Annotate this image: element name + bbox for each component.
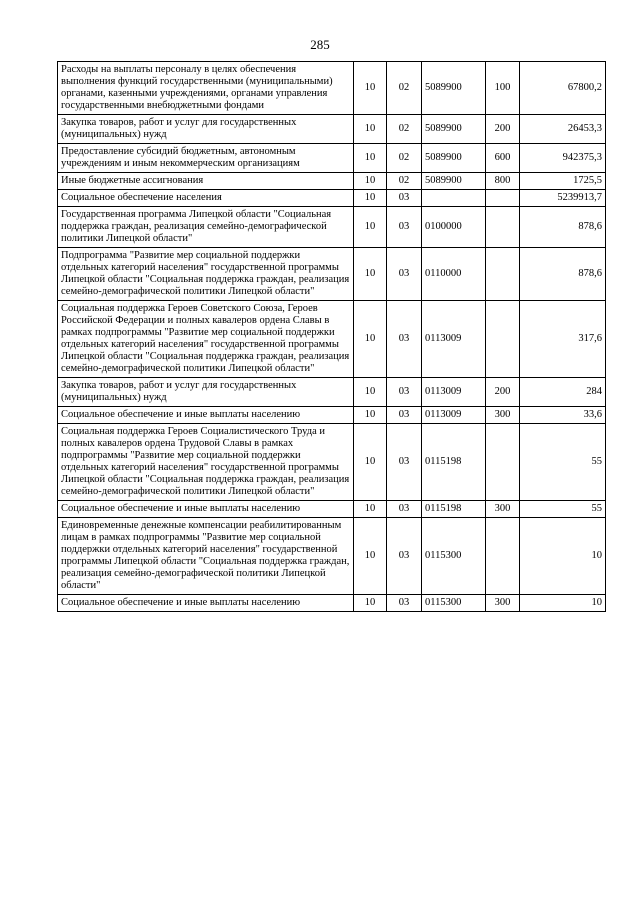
expense-type-cell: 600	[486, 144, 520, 173]
table-row	[58, 301, 606, 378]
target-code-cell: 5089900	[422, 62, 486, 115]
table-row	[58, 518, 606, 595]
expense-name-cell: Закупка товаров, работ и услуг для государственных (муниципальных) нужд	[58, 115, 354, 144]
section-code-cell: 10	[354, 173, 387, 190]
amount-cell: 5239913,7	[520, 190, 606, 207]
section-code-cell: 10	[354, 301, 387, 378]
expense-type-cell	[486, 207, 520, 248]
table-row	[58, 62, 606, 115]
table-row	[58, 378, 606, 407]
page-number: 285	[310, 37, 330, 52]
expense-type-cell: 800	[486, 173, 520, 190]
target-code-cell: 0113009	[422, 407, 486, 424]
expense-type-cell: 300	[486, 501, 520, 518]
expense-name-cell: Социальная поддержка Героев Советского Союза, Героев Российской Федерации и полных кавалеров ордена Славы в рамках подпрограммы "Развитие мер социальной поддержки отдельных категорий населения" государственной программы Липецкой области "Социальная поддержка граждан, реализация семейно-демографической политики Липецкой области"	[58, 301, 354, 378]
expense-name-cell: Иные бюджетные ассигнования	[58, 173, 354, 190]
expense-type-cell: 200	[486, 115, 520, 144]
table-row	[58, 173, 606, 190]
table-row	[58, 190, 606, 207]
expense-type-cell	[486, 424, 520, 501]
table-row	[58, 424, 606, 501]
expense-type-cell	[486, 248, 520, 301]
budget-table-body	[58, 62, 606, 612]
table-row	[58, 115, 606, 144]
amount-cell: 67800,2	[520, 62, 606, 115]
expense-type-cell	[486, 518, 520, 595]
target-code-cell: 5089900	[422, 144, 486, 173]
section-code-cell: 10	[354, 190, 387, 207]
table-row	[58, 248, 606, 301]
amount-cell: 942375,3	[520, 144, 606, 173]
section-code-cell: 10	[354, 595, 387, 612]
target-code-cell: 0115300	[422, 518, 486, 595]
section-code-cell: 10	[354, 407, 387, 424]
expense-type-cell: 300	[486, 407, 520, 424]
target-code-cell: 0115198	[422, 501, 486, 518]
amount-cell: 878,6	[520, 207, 606, 248]
target-code-cell: 0100000	[422, 207, 486, 248]
target-code-cell: 0113009	[422, 378, 486, 407]
table-row	[58, 144, 606, 173]
expense-name-cell: Социальное обеспечение и иные выплаты населению	[58, 595, 354, 612]
amount-cell: 33,6	[520, 407, 606, 424]
amount-cell: 55	[520, 424, 606, 501]
section-code-cell: 10	[354, 207, 387, 248]
expense-name-cell: Социальное обеспечение и иные выплаты населению	[58, 501, 354, 518]
section-code-cell: 10	[354, 378, 387, 407]
subsection-code-cell: 03	[387, 424, 422, 501]
amount-cell: 1725,5	[520, 173, 606, 190]
target-code-cell: 0115198	[422, 424, 486, 501]
expense-name-cell: Единовременные денежные компенсации реабилитированным лицам в рамках подпрограммы "Развитие мер социальной поддержки отдельных категорий населения" государственной программы Липецкой области "Социальная поддержка граждан, реализация семейно-демографической политики Липецкой области"	[58, 518, 354, 595]
expense-name-cell: Социальное обеспечение населения	[58, 190, 354, 207]
table-row	[58, 207, 606, 248]
amount-cell: 26453,3	[520, 115, 606, 144]
section-code-cell: 10	[354, 62, 387, 115]
target-code-cell: 5089900	[422, 173, 486, 190]
target-code-cell: 0115300	[422, 595, 486, 612]
subsection-code-cell: 03	[387, 207, 422, 248]
subsection-code-cell: 02	[387, 115, 422, 144]
subsection-code-cell: 02	[387, 144, 422, 173]
expense-name-cell: Предоставление субсидий бюджетным, автономным учреждениям и иным некоммерческим организациям	[58, 144, 354, 173]
target-code-cell: 5089900	[422, 115, 486, 144]
amount-cell: 10	[520, 518, 606, 595]
amount-cell: 878,6	[520, 248, 606, 301]
amount-cell: 55	[520, 501, 606, 518]
subsection-code-cell: 03	[387, 407, 422, 424]
expense-type-cell: 200	[486, 378, 520, 407]
expense-name-cell: Социальное обеспечение и иные выплаты населению	[58, 407, 354, 424]
section-code-cell: 10	[354, 144, 387, 173]
expense-type-cell	[486, 301, 520, 378]
section-code-cell: 10	[354, 518, 387, 595]
target-code-cell: 0113009	[422, 301, 486, 378]
amount-cell: 317,6	[520, 301, 606, 378]
table-row	[58, 595, 606, 612]
subsection-code-cell: 03	[387, 378, 422, 407]
section-code-cell: 10	[354, 501, 387, 518]
subsection-code-cell: 03	[387, 501, 422, 518]
amount-cell: 284	[520, 378, 606, 407]
amount-cell: 10	[520, 595, 606, 612]
subsection-code-cell: 03	[387, 248, 422, 301]
expense-name-cell: Государственная программа Липецкой области "Социальная поддержка граждан, реализация семейно-демографической политики Липецкой области"	[58, 207, 354, 248]
table-row	[58, 407, 606, 424]
subsection-code-cell: 03	[387, 518, 422, 595]
expense-name-cell: Социальная поддержка Героев Социалистического Труда и полных кавалеров ордена Трудовой Славы в рамках подпрограммы "Развитие мер социальной поддержки отдельных категорий населения" государственной программы Липецкой области "Социальная поддержка граждан, реализация семейно-демографической политики Липецкой области"	[58, 424, 354, 501]
subsection-code-cell: 03	[387, 595, 422, 612]
expense-type-cell: 300	[486, 595, 520, 612]
subsection-code-cell: 03	[387, 190, 422, 207]
target-code-cell: 0110000	[422, 248, 486, 301]
section-code-cell: 10	[354, 424, 387, 501]
expense-type-cell: 100	[486, 62, 520, 115]
expense-name-cell: Расходы на выплаты персоналу в целях обеспечения выполнения функций государственными (муниципальными) органами, казенными учреждениями, органами управления государственными внебюджетными фондами	[58, 62, 354, 115]
subsection-code-cell: 03	[387, 301, 422, 378]
subsection-code-cell: 02	[387, 62, 422, 115]
subsection-code-cell: 02	[387, 173, 422, 190]
expense-name-cell: Закупка товаров, работ и услуг для государственных (муниципальных) нужд	[58, 378, 354, 407]
section-code-cell: 10	[354, 115, 387, 144]
section-code-cell: 10	[354, 248, 387, 301]
table-row	[58, 501, 606, 518]
budget-table	[57, 61, 606, 612]
expense-type-cell	[486, 190, 520, 207]
expense-name-cell: Подпрограмма "Развитие мер социальной поддержки отдельных категорий населения" государственной программы Липецкой области "Социальная поддержка граждан, реализация семейно-демографической политики Липецкой области"	[58, 248, 354, 301]
target-code-cell	[422, 190, 486, 207]
